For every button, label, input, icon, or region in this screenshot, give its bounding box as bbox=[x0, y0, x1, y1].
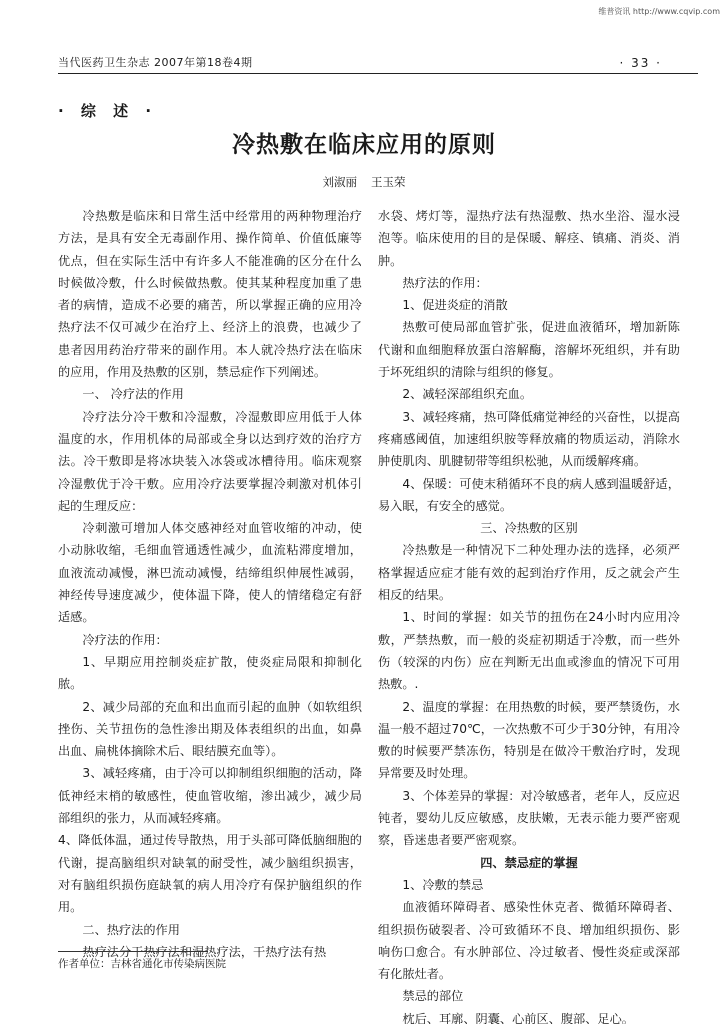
paragraph: 4、降低体温，通过传导散热，用于头部可降低脑细胞的代谢，提高脑组织对缺氧的耐受性，减少脑组织损害，对有脑组织损伤庭缺氧的病人用冷疗有保护脑组织的作用。 bbox=[58, 833, 362, 915]
paragraph: 冷刺激可增加人体交感神经对血管收缩的冲动，使小动脉收缩，毛细血管通透性减少，血流粘滞度增加，血液流动减慢，淋巴流动减慢，结缔组织伸展性减弱，神经传导速度减少，使体温下降，使人的情绪稳定有舒适感。 bbox=[58, 521, 362, 625]
article-title: 冷热敷在临床应用的原则 bbox=[232, 132, 496, 158]
paragraph: 冷疗法的作用： bbox=[82, 632, 168, 647]
paragraph: 1、早期应用控制炎症扩散，使炎症局限和抑制化脓。 bbox=[58, 654, 362, 692]
paragraph: 3、个体差异的掌握：对冷敏感者，老年人，反应迟钝者，婴幼儿反应敏感，皮肤嫩，无表示能力要严密观察，昏迷患者要严密观察。 bbox=[378, 788, 680, 848]
paragraph: 热疗法分干热疗法和湿热疗法，干热疗法有热 bbox=[82, 944, 327, 959]
paragraph: 血液循环障碍者、感染性休克者、微循环障碍者、组织损伤破裂者、冷可致循环不良、增加组织损伤、影响伤口愈合。有水肿部位、冷过敏者、慢性炎症或深部有化脓灶者。 bbox=[378, 900, 680, 982]
authors bbox=[0, 174, 728, 190]
paragraph: 禁忌的部位 bbox=[402, 989, 464, 1004]
paragraph: 1、冷敷的禁忌 bbox=[402, 877, 484, 892]
paragraph: 热敷可使局部血管扩张，促进血液循环，增加新陈代谢和血细胞释放蛋白溶解酶，溶解坏死组织，并有助于坏死组织的清除与组织的修复。 bbox=[378, 320, 680, 380]
paragraph: 水袋、烤灯等，湿热疗法有热湿敷、热水坐浴、湿水浸泡等。临床使用的目的是保暖、解痉、镇痛、消炎、消肿。 bbox=[378, 209, 680, 268]
paragraph: 2、减轻深部组织充血。 bbox=[402, 387, 533, 402]
left-column bbox=[58, 205, 362, 963]
paragraph: 冷热敷是临床和日常生活中经常用的两种物理治疗方法，是具有安全无毒副作用、操作简单、价值低廉等优点，但在实际生活中有许多人不能准确的区分在什么时候做冷敷，什么时候做热敷。使其某种程度加重了患者的病情，造成不必要的痛苦，所以掌握正确的应用冷热疗法不仅可减少在治疗上、经济上的浪费，也减少了患者因用药治疗带来的副作用。本人就冷热疗法在临床的应用，作用及热敷的区别，禁忌症作下列阐述。 bbox=[58, 209, 362, 380]
paragraph: 1、时间的掌握：如关节的扭伤在24小时内应用冷敷，严禁热敷，而一般的炎症初期适于冷敷，而一些外伤（较深的内伤）应在判断无出血或渗血的情况下可用热敷。. bbox=[378, 610, 680, 692]
section-heading-differences: 三、冷热敷的区别 bbox=[480, 521, 578, 536]
author-1: 刘淑丽 bbox=[322, 175, 357, 189]
paragraph: 2、温度的掌握：在用热敷的时候，要严禁烫伤，水温一般不超过70℃，一次热敷不可少于30分钟，有用冷敷的时候要严禁冻伤，特别是在做冷干敷治疗时，发现异常要及时处理。 bbox=[378, 699, 680, 781]
paragraph: 3、减轻疼痛，热可降低痛觉神经的兴奋性，以提高疼痛感阈值，加速组织胺等释放痛的物质运动，消除水肿使肌肉、肌腱韧带等组织松驰，从而缓解疼痛。 bbox=[378, 409, 680, 469]
paragraph: 3、减轻疼痛，由于冷可以抑制组织细胞的活动，降低神经末梢的敏感性，使血管收缩，渗出减少，减少局部组织的张力，从而减轻疼痛。 bbox=[58, 766, 362, 826]
section-label: · 综 述 · bbox=[58, 102, 158, 120]
paragraph: 4、保暖：可使末稍循环不良的病人感到温暖舒适，易入眠，有安全的感觉。 bbox=[378, 476, 680, 513]
watermark: 维普资讯 http://www.cqvip.com bbox=[598, 7, 720, 16]
paragraph: 1、促进炎症的消散 bbox=[402, 298, 508, 313]
page-number: · 33 · bbox=[619, 56, 662, 70]
paragraph: 冷热敷是一种情况下二种处理办法的选择，必须严格掌握适应症才能有效的起到治疗作用，反之就会产生相反的结果。 bbox=[378, 543, 680, 603]
section-heading-contraindications: 四、禁忌症的掌握 bbox=[480, 855, 578, 870]
section-heading-heat-therapy: 二、热疗法的作用 bbox=[82, 922, 180, 937]
paragraph: 冷疗法分冷干敷和冷湿敷，冷湿敷即应用低于人体温度的水，作用机体的局部或全身以达到疗效的治疗方法。冷干敷即是将冰块装入冰袋或冰槽待用。临床观察冷湿敷优于冷干敷。应用冷疗法要掌握冷刺激对机体引起的生理反应： bbox=[58, 409, 362, 513]
author-affiliation: 作者单位：吉林省通化市传染病医院 bbox=[58, 958, 226, 970]
right-column bbox=[378, 205, 680, 1024]
paragraph: 2、减少局部的充血和出血而引起的血肿（如软组织挫伤、关节扭伤的急性渗出期及体表组织的出血，如鼻出血、扁桃体摘除术后、眼结膜充血等）。 bbox=[58, 699, 362, 759]
section-heading-cold-therapy: 一、 冷疗法的作用 bbox=[82, 387, 184, 402]
paragraph: 枕后、耳廓、阴囊、心前区、腹部、足心。 bbox=[402, 1011, 634, 1024]
journal-citation: 当代医药卫生杂志 2007年第18卷4期 bbox=[58, 56, 253, 69]
paragraph: 热疗法的作用： bbox=[402, 275, 488, 290]
footnote-divider bbox=[58, 951, 208, 952]
running-header bbox=[58, 52, 698, 74]
author-2: 王玉荣 bbox=[371, 175, 406, 189]
